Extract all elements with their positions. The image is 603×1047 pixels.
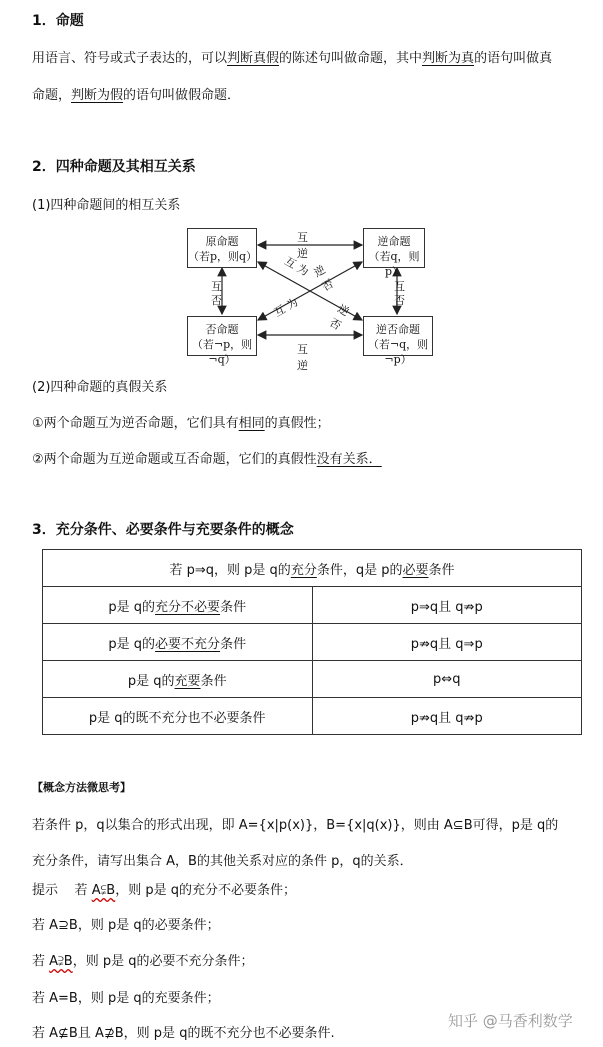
label-bottom-mutual-converse: 互逆 — [297, 343, 308, 372]
table-cell-implication: p⇒q且 q⇏p — [312, 587, 582, 624]
thinking-question-line2: 充分条件，请写出集合 A，B的其他关系对应的条件 p，q的关系． — [32, 854, 413, 869]
label-diag2-mutual: 互 为 — [271, 295, 301, 320]
section2-item2: ②两个命题为互逆命题或互否命题，它们的真假性没有关系． — [32, 452, 382, 467]
table-cell-condition: p是 q的既不充分也不必要条件 — [43, 698, 313, 735]
label-left-mutual-inverse: 互 否 — [211, 280, 222, 307]
label-right-mutual-inverse: 互 否 — [394, 280, 405, 307]
section2-sub1: (1)四种命题间的相互关系 — [32, 198, 181, 213]
thinking-answer-line2: 若 A⊇B，则 p是 q的必要条件； — [32, 918, 220, 933]
box-converse-proposition: 逆命题 （若q，则p） — [363, 228, 425, 268]
table-header-cell: 若 p⇒q，则 p是 q的充分条件，q是 p的必要条件 — [43, 550, 582, 587]
watermark: 知乎 @马香利数学 — [448, 1012, 573, 1030]
section1-paragraph-line2: 命题，判断为假的语句叫做假命题． — [32, 88, 241, 103]
section2-sub2: (2)四种命题的真假关系 — [32, 380, 168, 395]
table-cell-condition: p是 q的必要不充分条件 — [43, 624, 313, 661]
table-row — [43, 698, 582, 735]
thinking-answer-line4: 若 A=B，则 p是 q的充要条件； — [32, 991, 220, 1006]
table-row — [43, 624, 582, 661]
label-diag1-mutual: 互 为 — [282, 254, 311, 279]
label-diag1-contrapositive: 逆否 — [311, 263, 336, 294]
table-row — [43, 587, 582, 624]
table-cell-condition: p是 q的充分不必要条件 — [43, 587, 313, 624]
thinking-answer-line3: 若 A⫌B，则 p是 q的必要不充分条件； — [32, 954, 254, 969]
section1-heading: 1．命题 — [32, 13, 84, 29]
section2-heading: 2．四种命题及其相互关系 — [32, 159, 196, 175]
table-header-row — [43, 550, 582, 587]
section1-paragraph-line1: 用语言、符号或式子表达的，可以判断真假的陈述句叫做命题，其中判断为真的语句叫做真 — [32, 51, 553, 66]
table-cell-condition: p是 q的充要条件 — [43, 661, 313, 698]
table-cell-implication: p⇔q — [312, 661, 582, 698]
thinking-question-line1: 若条件 p，q以集合的形式出现，即 A={x|p(x)}，B={x|q(x)}，则由 A⊆B可得，p是 q的 — [32, 818, 559, 833]
box-original-proposition: 原命题 （若p，则q） — [187, 228, 257, 268]
thinking-answer-line5: 若 A⊈B且 A⊉B，则 p是 q的既不充分也不必要条件. — [32, 1026, 335, 1041]
section2-item1: ①两个命题互为逆否命题，它们具有相同的真假性； — [32, 416, 330, 431]
conditions-table — [42, 549, 582, 735]
thinking-answer-line1: 提示 若 A⫋B，则 p是 q的充分不必要条件； — [32, 883, 297, 898]
thinking-title: 【概念方法微思考】 — [32, 781, 131, 794]
box-inverse-proposition: 否命题 （若¬p，则¬q） — [187, 316, 257, 356]
diagram-arrows — [0, 0, 603, 400]
label-diag2-contrapositive: 逆否 — [327, 302, 352, 333]
box-contrapositive-proposition: 逆否命题 （若¬q，则¬p） — [363, 316, 433, 356]
table-cell-implication: p⇏q且 q⇒p — [312, 624, 582, 661]
table-row — [43, 661, 582, 698]
table-cell-implication: p⇏q且 q⇏p — [312, 698, 582, 735]
label-top-mutual-converse: 互逆 — [297, 231, 308, 260]
section3-heading: 3．充分条件、必要条件与充要条件的概念 — [32, 522, 294, 538]
